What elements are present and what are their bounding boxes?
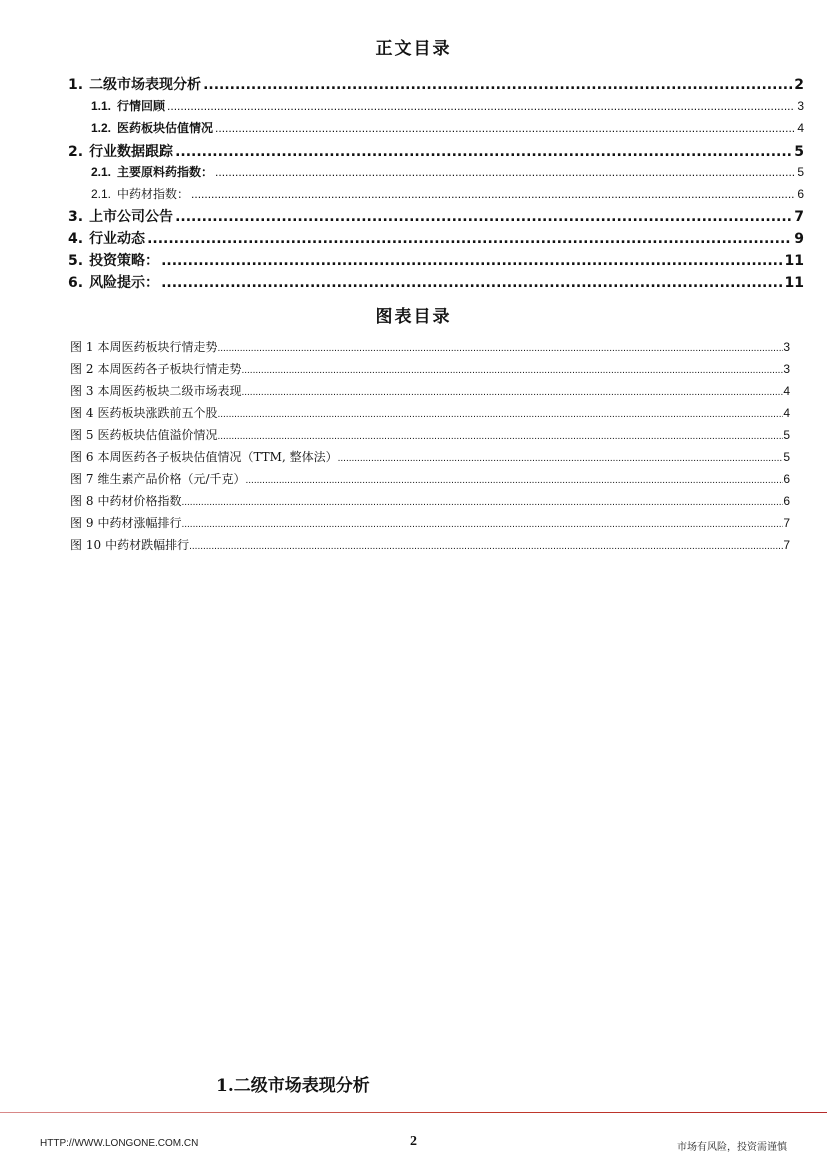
toc-item-page: 7: [794, 209, 804, 225]
toc-item-text: 医药板块估值情况: [117, 121, 214, 135]
figure-label: 图 4: [70, 406, 94, 420]
figure-item-4[interactable]: [70, 404, 790, 426]
dot-leader: [181, 519, 783, 530]
figure-item-9[interactable]: [70, 514, 790, 536]
figure-text: 维生素产品价格（元/千克）: [97, 472, 246, 486]
figure-page: 6: [783, 472, 790, 486]
toc-item-number: 3.: [68, 209, 84, 225]
toc-item-page: 2: [794, 77, 804, 93]
footer-page-number: 2: [410, 1134, 417, 1149]
toc-item-page: 5: [794, 144, 804, 160]
toc-item-number: 2.: [68, 144, 84, 160]
figure-text: 中药材涨幅排行: [97, 516, 182, 530]
toc-item-number: 6.: [68, 275, 84, 291]
figure-text: 本周医药板块二级市场表现: [97, 384, 242, 398]
toc-item-text: 中药材指数：: [117, 187, 190, 201]
toc-item-page: 4: [797, 121, 804, 135]
toc-item-6[interactable]: [68, 272, 804, 294]
figure-label: 图 2: [70, 362, 94, 376]
toc-item-page: 5: [797, 165, 804, 179]
dot-leader: [241, 365, 783, 376]
figure-page: 3: [783, 340, 790, 354]
figure-text: 中药材跌幅排行: [105, 538, 190, 552]
toc-item-number: 1.: [68, 77, 84, 93]
dot-leader: [167, 99, 795, 113]
toc-item-number: 1.1.: [91, 99, 112, 113]
dot-leader: [191, 187, 795, 201]
toc-item-text: 上市公司公告: [89, 209, 174, 225]
toc-item-5[interactable]: [68, 250, 804, 272]
figure-item-10[interactable]: [70, 536, 790, 558]
toc-item-number: 5.: [68, 253, 84, 269]
toc-item-number: 1.2.: [91, 121, 112, 135]
figure-label: 图 6: [70, 450, 94, 464]
toc-item-number: 2.1.: [91, 187, 112, 201]
dot-leader: [215, 165, 795, 179]
figure-label: 图 5: [70, 428, 94, 442]
toc-item-1[interactable]: [68, 74, 804, 96]
toc-item-page: 11: [784, 253, 804, 269]
dot-leader: [203, 77, 792, 93]
dot-leader: [175, 209, 792, 225]
toc-item-text: 二级市场表现分析: [89, 77, 202, 93]
figure-label: 图 1: [70, 340, 94, 354]
toc-item-text: 主要原料药指数：: [117, 165, 214, 179]
figure-page: 5: [783, 450, 790, 464]
figure-text: 本周医药各子板块估值情况（TTM, 整体法）: [97, 450, 338, 464]
dot-leader: [161, 275, 782, 291]
toc-item-2-1b[interactable]: [68, 185, 804, 207]
figure-item-2[interactable]: [70, 360, 790, 382]
section-heading: 1.二级市场表现分析: [216, 1076, 370, 1096]
toc-item-page: 9: [794, 231, 804, 247]
toc-item-1-2[interactable]: [68, 119, 804, 141]
dot-leader: [175, 144, 792, 160]
figure-text: 医药板块估值溢价情况: [97, 428, 218, 442]
dot-leader: [217, 343, 783, 354]
figure-label: 图 7: [70, 472, 94, 486]
toc-item-2[interactable]: [68, 141, 804, 163]
dot-leader: [181, 497, 783, 508]
figure-item-1[interactable]: [70, 338, 790, 360]
toc-item-1-1[interactable]: [68, 97, 804, 119]
dot-leader: [246, 475, 784, 486]
footer-url-link[interactable]: HTTP://WWW.LONGONE.COM.CN: [40, 1138, 199, 1149]
toc-item-page: 3: [797, 99, 804, 113]
toc-item-page: 11: [784, 275, 804, 291]
dot-leader: [161, 253, 782, 269]
dot-leader: [241, 387, 783, 398]
toc-title: 正文目录: [375, 39, 452, 59]
dot-leader: [217, 409, 783, 420]
toc-item-4[interactable]: [68, 228, 804, 250]
figure-text: 本周医药板块行情走势: [97, 340, 218, 354]
dot-leader: [215, 121, 795, 135]
toc-item-page: 6: [797, 187, 804, 201]
figure-item-6[interactable]: [70, 448, 790, 470]
figure-page: 4: [783, 406, 790, 420]
figure-text: 中药材价格指数: [97, 494, 182, 508]
figure-page: 7: [783, 538, 790, 552]
dot-leader: [189, 541, 783, 552]
toc-item-text: 行情回顾: [117, 99, 166, 113]
toc-item-text: 风险提示：: [89, 275, 160, 291]
dot-leader: [147, 231, 792, 247]
figure-item-8[interactable]: [70, 492, 790, 514]
footer-divider: [0, 1112, 827, 1113]
figure-text: 医药板块涨跌前五个股: [97, 406, 218, 420]
toc-item-text: 行业数据跟踪: [89, 144, 174, 160]
figure-label: 图 9: [70, 516, 94, 530]
figure-item-5[interactable]: [70, 426, 790, 448]
dot-leader: [217, 431, 783, 442]
figure-label: 图 8: [70, 494, 94, 508]
figure-page: 4: [783, 384, 790, 398]
figure-page: 5: [783, 428, 790, 442]
figure-page: 6: [783, 494, 790, 508]
toc-item-2-1[interactable]: [68, 163, 804, 185]
figure-page: 3: [783, 362, 790, 376]
footer-risk-warning: 市场有风险，投资需谨慎: [677, 1142, 787, 1153]
figure-page: 7: [783, 516, 790, 530]
figure-item-3[interactable]: [70, 382, 790, 404]
toc-item-number: 2.1.: [91, 165, 112, 179]
figure-label: 图 10: [70, 538, 102, 552]
dot-leader: [338, 453, 784, 464]
toc-item-text: 投资策略：: [89, 253, 160, 269]
figure-text: 本周医药各子板块行情走势: [97, 362, 242, 376]
toc-item-3[interactable]: [68, 206, 804, 228]
toc-item-text: 行业动态: [89, 231, 146, 247]
toc-item-number: 4.: [68, 231, 84, 247]
figure-label: 图 3: [70, 384, 94, 398]
figures-title: 图表目录: [375, 307, 452, 327]
figure-item-7[interactable]: [70, 470, 790, 492]
